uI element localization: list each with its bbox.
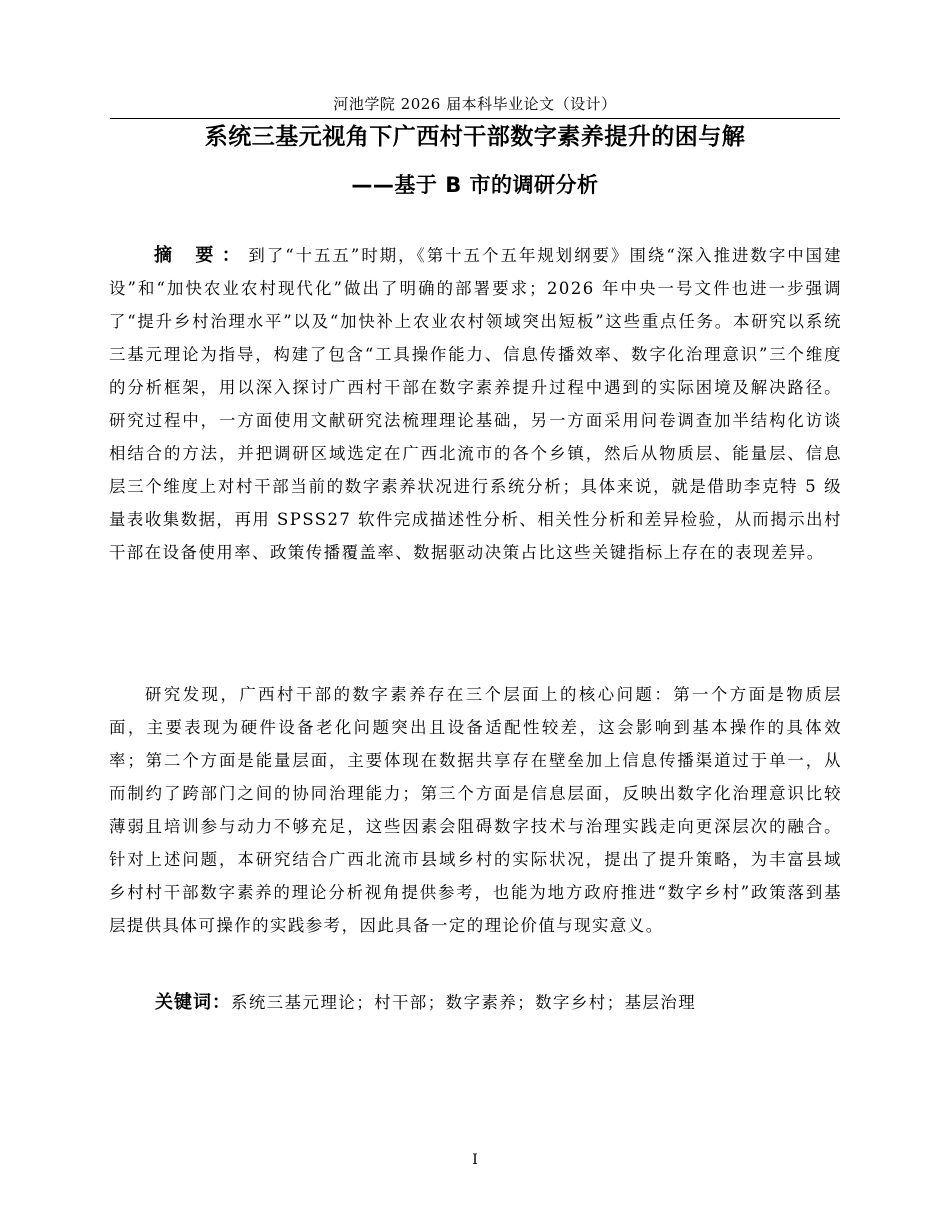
- header-divider: [110, 118, 840, 119]
- abstract-label: 摘 要：: [154, 245, 249, 266]
- page-number: I: [472, 1152, 478, 1168]
- thesis-subtitle: ——基于 B 市的调研分析: [351, 173, 599, 197]
- abstract-paragraph-1: [109, 239, 842, 569]
- thesis-title: 系统三基元视角下广西村干部数字素养提升的困与解: [204, 124, 746, 150]
- keywords-line: [155, 986, 845, 1019]
- keywords-label: 关键词：: [155, 992, 231, 1013]
- abstract-text-1: 到了“十五五”时期，《第十五个五年规划纲要》围绕“深入推进数字中国建设”和“加快农业农村现代化”做出了明确的部署要求；2026 年中央一号文件也进一步强调了“提升乡村治理水平”以及“加快补上农业农村领域突出短板”这些重点任务。本研究以系统三基元理论为指导，构建了包含“工具操作能力、信息传播效率、数字化治理意识”三个维度的分析框架，用以深入探讨广西村干部在数字素养提升过程中遇到的实际困境及解决路径。研究过程中，一方面使用文献研究法梳理理论基础，另一方面采用问卷调查加半结构化访谈相结合的方法，并把调研区域选定在广西北流市的各个乡镇，然后从物质层、能量层、信息层三个维度上对村干部当前的数字素养状况进行系统分析；具体来说，就是借助李克特 5 级量表收集数据，再用 SPSS27 软件完成描述性分析、相关性分析和差异检验，从而揭示出村干部在设备使用率、政策传播覆盖率、数据驱动决策占比这些关键指标上存在的表现差异。: [109, 246, 842, 562]
- keywords-list: 系统三基元理论；村干部；数字素养；数字乡村；基层治理: [231, 993, 697, 1012]
- running-header: 河池学院 2026 届本科毕业论文（设计）: [333, 95, 617, 113]
- abstract-paragraph-2: 研究发现，广西村干部的数字素养存在三个层面上的核心问题：第一个方面是物质层面，主要表现为硬件设备老化问题突出且设备适配性较差，这会影响到基本操作的具体效率；第二个方面是能量层面，主要体现在数据共享存在壁垒加上信息传播渠道过于单一，从而制约了跨部门之间的协同治理能力；第三个方面是信息层面，反映出数字化治理意识比较薄弱且培训参与动力不够充足，这些因素会阻碍数字技术与治理实践走向更深层次的融合。针对上述问题，本研究结合广西北流市县域乡村的实际状况，提出了提升策略，为丰富县域乡村村干部数字素养的理论分析视角提供参考，也能为地方政府推进“数字乡村”政策落到基层提供具体可操作的实践参考，因此具备一定的理论价值与现实意义。: [109, 685, 842, 935]
